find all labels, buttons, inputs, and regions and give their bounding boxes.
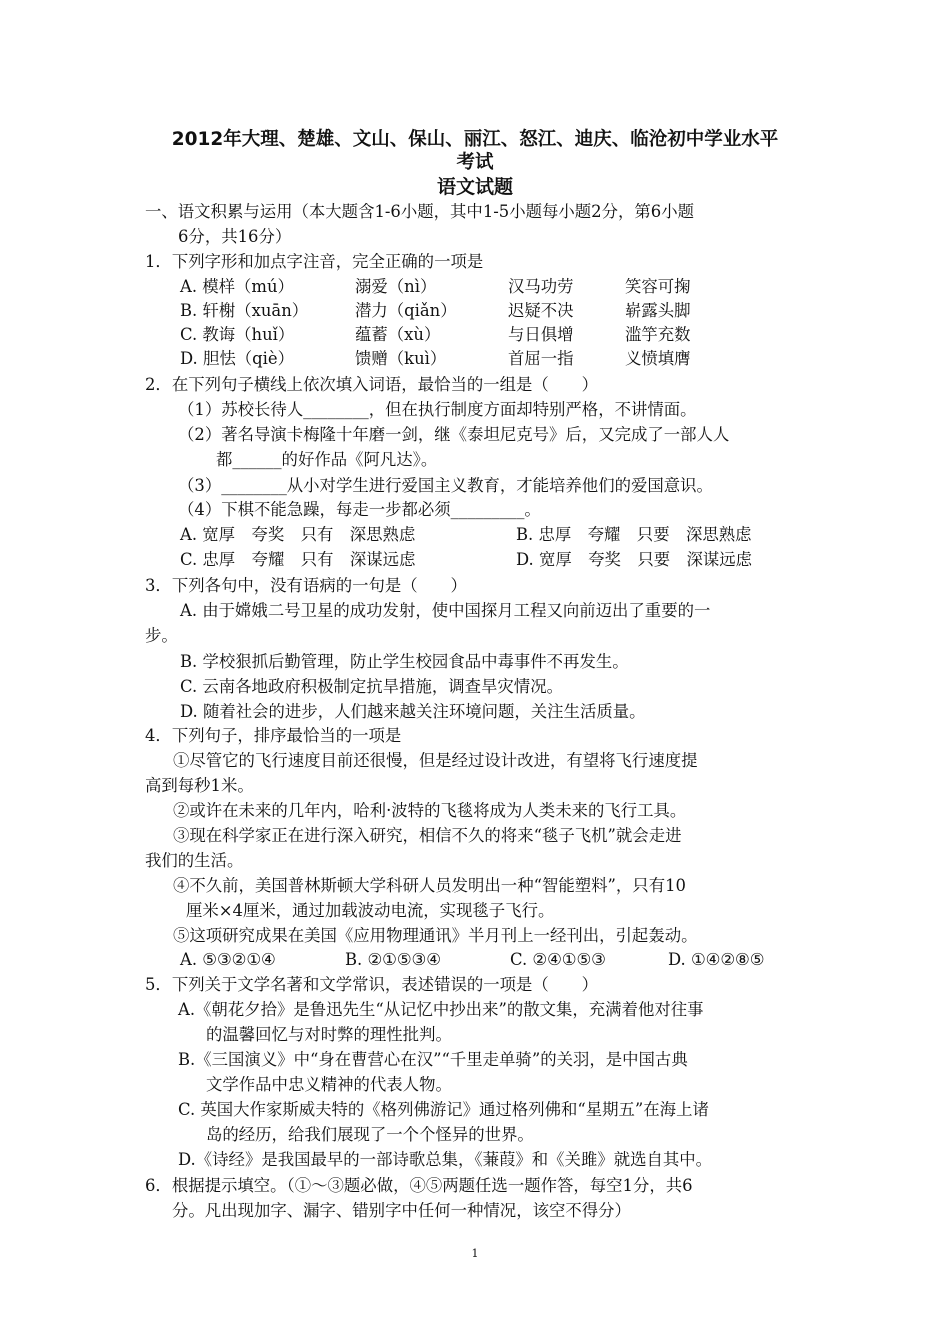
question-6-stem: 6．根据提示填空。（①～③题必做，④⑤两题任选一题作答，每空1分，共6 [145, 1176, 693, 1195]
exam-title: 2012年大理、楚雄、文山、保山、丽江、怒江、迪庆、临沧初中学业水平 [171, 129, 779, 150]
q5-option-c: C. 英国大作家斯威夫特的《格列佛游记》通过格列佛和“星期五”在海上诸 [178, 1100, 709, 1119]
page-number: 1 [471, 1247, 479, 1260]
q2-sentence-3: （3）________从小对学生进行爱国主义教育，才能培养他们的爱国意识。 [178, 476, 713, 495]
q5-option-b: B.《三国演义》中“身在曹营心在汉”“千里走单骑”的关羽，是中国古典 [178, 1050, 688, 1069]
q5-option-a-continued: 的温馨回忆与对时弊的理性批判。 [206, 1025, 452, 1044]
q1-option-d-c3: 首屈一指 [508, 349, 574, 368]
q4-sentence-4: ④不久前，美国普林斯顿大学科研人员发明出一种“智能塑料”，只有10 [173, 876, 686, 895]
q2-sentence-2: （2）著名导演卡梅隆十年磨一剑，继《泰坦尼克号》后，又完成了一部人人 [178, 425, 730, 444]
q2-sentence-2-continued: 都______的好作品《阿凡达》。 [216, 450, 438, 469]
q2-option-c: C. 忠厚 夸耀 只有 深谋远虑 [180, 550, 416, 569]
exam-subtitle: 语文试题 [436, 176, 513, 198]
q1-option-c-c2: 蕴蓄（xù） [355, 325, 441, 344]
q4-sentence-5: ⑤这项研究成果在美国《应用物理通讯》半月刊上一经刊出，引起轰动。 [173, 926, 698, 945]
q2-sentence-4: （4）下棋不能急躁，每走一步都必须_________。 [178, 500, 541, 519]
exam-title-continued: 考试 [456, 152, 494, 173]
question-3-stem: 3．下列各句中，没有语病的一句是（ ） [145, 576, 467, 595]
q1-option-c-c3: 与日俱增 [508, 325, 574, 344]
q1-option-b-c4: 崭露头脚 [625, 301, 691, 320]
q1-option-d-c4: 义愤填膺 [625, 349, 691, 368]
q5-option-a: A.《朝花夕拾》是鲁迅先生“从记忆中抄出来”的散文集，充满着他对往事 [178, 1000, 704, 1019]
q3-option-c: C. 云南各地政府积极制定抗旱措施，调查旱灾情况。 [180, 677, 563, 696]
q1-option-a-c3: 汉马功劳 [508, 277, 574, 296]
q5-option-b-continued: 文学作品中忠义精神的代表人物。 [206, 1075, 452, 1094]
q1-option-c-c4: 滥竽充数 [625, 325, 691, 344]
q5-option-d: D.《诗经》是我国最早的一部诗歌总集，《蒹葭》和《关雎》就选自其中。 [178, 1150, 713, 1169]
q1-option-a-c2: 溺爱（nì） [355, 277, 437, 296]
q1-option-d-c2: 馈赠（kuì） [355, 349, 447, 368]
q4-sentence-3: ③现在科学家正在进行深入研究，相信不久的将来“毯子飞机”就会走进 [173, 826, 682, 845]
q4-sentence-3-continued: 我们的生活。 [145, 851, 244, 870]
q3-option-d: D. 随着社会的进步，人们越来越关注环境问题，关注生活质量。 [180, 702, 646, 721]
q4-option-a: A. ⑤③②①④ [180, 950, 276, 969]
q5-option-c-continued: 岛的经历，给我们展现了一个个怪异的世界。 [206, 1125, 534, 1144]
q1-option-a-c1: A. 模样（mú） [180, 277, 294, 296]
q4-sentence-1: ①尽管它的飞行速度目前还很慢，但是经过设计改进，有望将飞行速度提 [173, 751, 698, 770]
q4-sentence-1-continued: 高到每秒1米。 [145, 776, 254, 795]
q4-option-b: B. ②①⑤③④ [345, 950, 441, 969]
q4-option-c: C. ②④①⑤③ [510, 950, 606, 969]
q1-option-c-c1: C. 教诲（huǐ） [180, 325, 295, 344]
q3-option-a-continued: 步。 [145, 626, 178, 645]
question-6-stem-continued: 分。凡出现加字、漏字、错别字中任何一种情况，该空不得分） [172, 1201, 631, 1220]
q4-sentence-4-continued: 厘米×4厘米，通过加载波动电流，实现毯子飞行。 [186, 901, 555, 920]
section-heading-continued: 6分，共16分） [178, 227, 292, 246]
section-heading: 一、语文积累与运用（本大题含1-6小题，其中1-5小题每小题2分，第6小题 [145, 202, 694, 221]
q2-option-a: A. 宽厚 夸奖 只有 深思熟虑 [180, 525, 416, 544]
q1-option-b-c3: 迟疑不决 [508, 301, 574, 320]
q3-option-a: A. 由于嫦娥二号卫星的成功发射，使中国探月工程又向前迈出了重要的一 [180, 601, 711, 620]
q4-option-d: D. ①④②⑧⑤ [668, 950, 765, 969]
q1-option-a-c4: 笑容可掬 [625, 277, 691, 296]
q4-sentence-2: ②或许在未来的几年内，哈利·波特的飞毯将成为人类未来的飞行工具。 [173, 801, 687, 820]
question-2-stem: 2．在下列句子横线上依次填入词语，最恰当的一组是（ ） [145, 375, 598, 394]
question-1-stem: 1．下列字形和加点字注音，完全正确的一项是 [145, 252, 484, 271]
q2-option-d: D. 宽厚 夸奖 只要 深谋远虑 [516, 550, 753, 569]
question-5-stem: 5．下列关于文学名著和文学常识，表述错误的一项是（ ） [145, 975, 598, 994]
q2-option-b: B. 忠厚 夸耀 只要 深思熟虑 [516, 525, 752, 544]
q1-option-b-c1: B. 轩榭（xuān） [180, 301, 309, 320]
q1-option-d-c1: D. 胆怯（qiè） [180, 349, 294, 368]
q1-option-b-c2: 潜力（qiǎn） [355, 301, 457, 320]
question-4-stem: 4．下列句子，排序最恰当的一项是 [145, 726, 402, 745]
q2-sentence-1: （1）苏校长待人________，但在执行制度方面却特别严格，不讲情面。 [178, 400, 697, 419]
q3-option-b: B. 学校狠抓后勤管理，防止学生校园食品中毒事件不再发生。 [180, 652, 629, 671]
